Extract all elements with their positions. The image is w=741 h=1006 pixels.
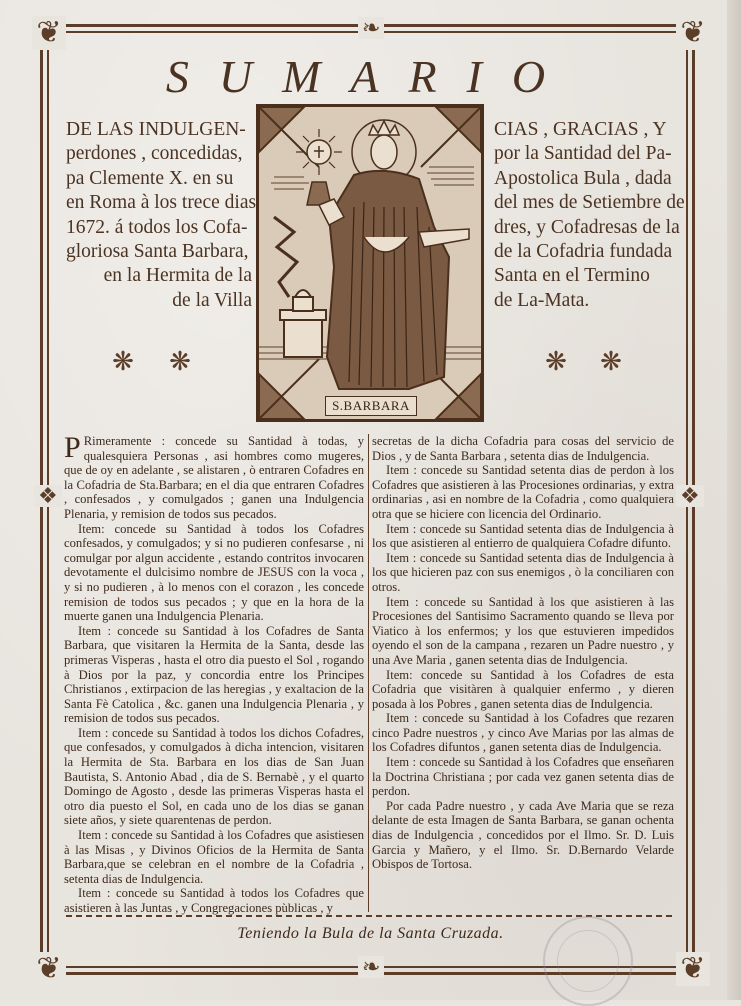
body-paragraph: Item : concede su Santidad à los que asistieren à las Procesiones del Santisimo Sacramento quando se lleva por Viatico à los enfermos; y los que estuvieren impedidos oyendo el son de la campana , rezaren un Padre nuestro , y una Ave Maria , ganen setenta dias de Indulgencia. xyxy=(372,594,674,667)
woodcut-illustration xyxy=(259,107,481,419)
fleuron-ornament-icon: ❋ xyxy=(112,347,134,376)
intro-line: dres, y Cofadresas de la xyxy=(494,216,680,238)
intro-line: CIAS , GRACIAS , Y xyxy=(494,119,667,140)
fleuron-ornament-icon: ❋ xyxy=(600,347,622,376)
body-paragraph: Item : concede su Santidad setenta dias de Indulgencia à los que asistieren al entierro de qualquiera Cofadre difunto. xyxy=(372,521,674,551)
body-paragraph xyxy=(64,431,364,522)
page-edge xyxy=(727,0,741,1000)
intro-line: en la Hermita de la xyxy=(103,265,252,287)
corner-ornament-icon: ❦ xyxy=(676,16,710,50)
body-paragraph: secretas de la dicha Cofadria para cosas del servicio de Dios , y de Santa Barbara , setenta dias de Indulgencia. xyxy=(372,434,674,463)
intro-line: en Roma à los trece dias xyxy=(66,192,257,214)
intro-line: 1672. á todos los Cofa- xyxy=(66,216,248,238)
body-left-column xyxy=(64,431,364,916)
paragraph-text: Rimeramente : concede su Santidad à todas, y qualesquiera Personas , asi hombres como mugeres, que de oy en adelante , se alistaren , ò entraren Cofadres en la Cofadria de Sta.Barbara; en el dia que entraren Cofadres , confesados , y comulgados ; ganen una Indulgencia Plenaria, y remision de todos sus pecados. xyxy=(64,434,364,521)
body-paragraph: Item : concede su Santidad à los Cofadres de Santa Barbara, que visitaren la Hermita de la Santa, desde las primeras Visperas , hasta el otro dia puesto el Sol , rogando à Dios por la paz, y concordia entre los Principes Christianos , extirpacion de las heregias , y exaltacion de la Santa Fè Catolica , &c. ganen una Indulgencia Plenaria , y remision de todos sus pecados. xyxy=(64,623,364,726)
intro-line: del mes de Setiembre de xyxy=(494,192,685,214)
corner-ornament-icon: ❦ xyxy=(32,16,66,50)
body-paragraph: Item : concede su Santidad à todos los dichos Cofadres, que confesados, y comulgados à dicha intencion, visitaren la Hermita de Sta. Barbara en los dias de San Juan Bautista, S. Antonio Abad , dia de S. Bernabè , y el quarto Domingo de Agosto , desde las primeras Visperas hasta el otro dia puesto el Sol, en cada uno de los dias se ganan siete años, y siete quarentenas de perdon. xyxy=(64,725,364,828)
intro-line: gloriosa Santa Barbara, xyxy=(66,241,249,263)
border-ornament-icon: ❖ xyxy=(34,485,62,507)
intro-line: de la Villa xyxy=(172,289,252,311)
library-stamp xyxy=(543,916,633,1006)
body-paragraph: Item : concede su Santidad à los Cofadres que enseñaren la Doctrina Christiana ; por cada vez ganen setenta dias de perdon. xyxy=(372,755,674,799)
intro-line: por la Santidad del Pa- xyxy=(494,143,672,165)
intro-line: perdones , concedidas, xyxy=(66,143,243,165)
intro-line: pa Clemente X. en su xyxy=(66,167,234,189)
intro-left-column xyxy=(66,118,257,313)
saint-barbara-woodcut xyxy=(256,104,484,422)
body-paragraph: Item : concede su Santidad à los Cofadres que rezaren cinco Padre nuestros , y cinco Ave Marias por las almas de los Cofadres difuntos , ganen setenta dias de Indulgencia. xyxy=(372,711,674,755)
border-ornament-icon: ❖ xyxy=(676,485,704,507)
border-ornament-icon: ❧ xyxy=(358,956,384,978)
intro-line: DE LAS INDULGEN- xyxy=(66,119,246,140)
body-paragraph: Item : concede su Santidad à todos los Cofadres que asistieren à las Juntas , y Congregaciones pùblicas , y xyxy=(64,886,364,915)
document-title: SUMARIO xyxy=(165,51,576,102)
body-paragraph: Item: concede su Santidad à todos los Cofadres confesados, y comulgados; y si no pudieren confesarse , ni comulgar por algun accidente , estando contritos invocaren devotamente el dulcisimo nombre de JESUS con la voca , y si no pudieren , à lo menos con el corazon , les concede remision de todos sus pecados ; y que en la hora de la muerte ganen una Indulgencia Plenaria. xyxy=(64,521,364,624)
woodcut-caption: S.BARBARA xyxy=(325,396,417,416)
corner-ornament-icon: ❦ xyxy=(32,952,66,986)
body-paragraph: Item : concede su Santidad setenta dias de perdon à los Cofadres que asistieren à las Procesiones ordinarias, y extra ordinarias , asi en nombre de la Cofadria , como qualquiera otra que se hiciere con licencia del Ordinario. xyxy=(372,463,674,521)
body-paragraph: Por cada Padre nuestro , y cada Ave Maria que se reza delante de esta Imagen de Santa Barbara, se ganan ochenta dias de Indulgencia , concedidos por el Ilmo. Sr. D. Luis Garcia y Mañero, y el Ilmo. Sr. D.Bernardo Velarde Obispos de Tortosa. xyxy=(372,798,674,872)
intro-line: Apostolica Bula , dada xyxy=(494,167,672,189)
drop-cap: P xyxy=(64,431,81,464)
border-ornament-icon: ❧ xyxy=(358,17,384,39)
intro-line: de la Cofadria fundada xyxy=(494,241,673,263)
corner-ornament-icon: ❦ xyxy=(676,952,710,986)
body-paragraph: Item: concede su Santidad à los Cofadres de esta Cofadria que visitàren à qualquier enfermo , y dieren posada à los Pobres , ganen setenta dias de Indulgencia. xyxy=(372,667,674,711)
intro-right-column xyxy=(494,118,685,313)
fleuron-ornament-icon: ❋ xyxy=(169,347,191,376)
intro-line: de La-Mata. xyxy=(494,289,590,311)
body-right-column xyxy=(372,434,674,872)
intro-line: Santa en el Termino xyxy=(494,265,650,287)
footer-note: Teniendo la Bula de la Santa Cruzada. xyxy=(237,925,504,942)
column-divider xyxy=(368,434,369,912)
body-paragraph: Item : concede su Santidad setenta dias de Indulgencia à los que hicieren paz con sus enemigos , ò la conciliaren con otros. xyxy=(372,550,674,594)
fleuron-ornament-icon: ❋ xyxy=(545,347,567,376)
body-paragraph: Item : concede su Santidad à los Cofadres que asistiesen à las Misas , y Divinos Oficios de la Hermita de Santa Barbara,que se celebran en el nombre de la Cofadria , setenta dias de Indulgencia. xyxy=(64,828,364,886)
